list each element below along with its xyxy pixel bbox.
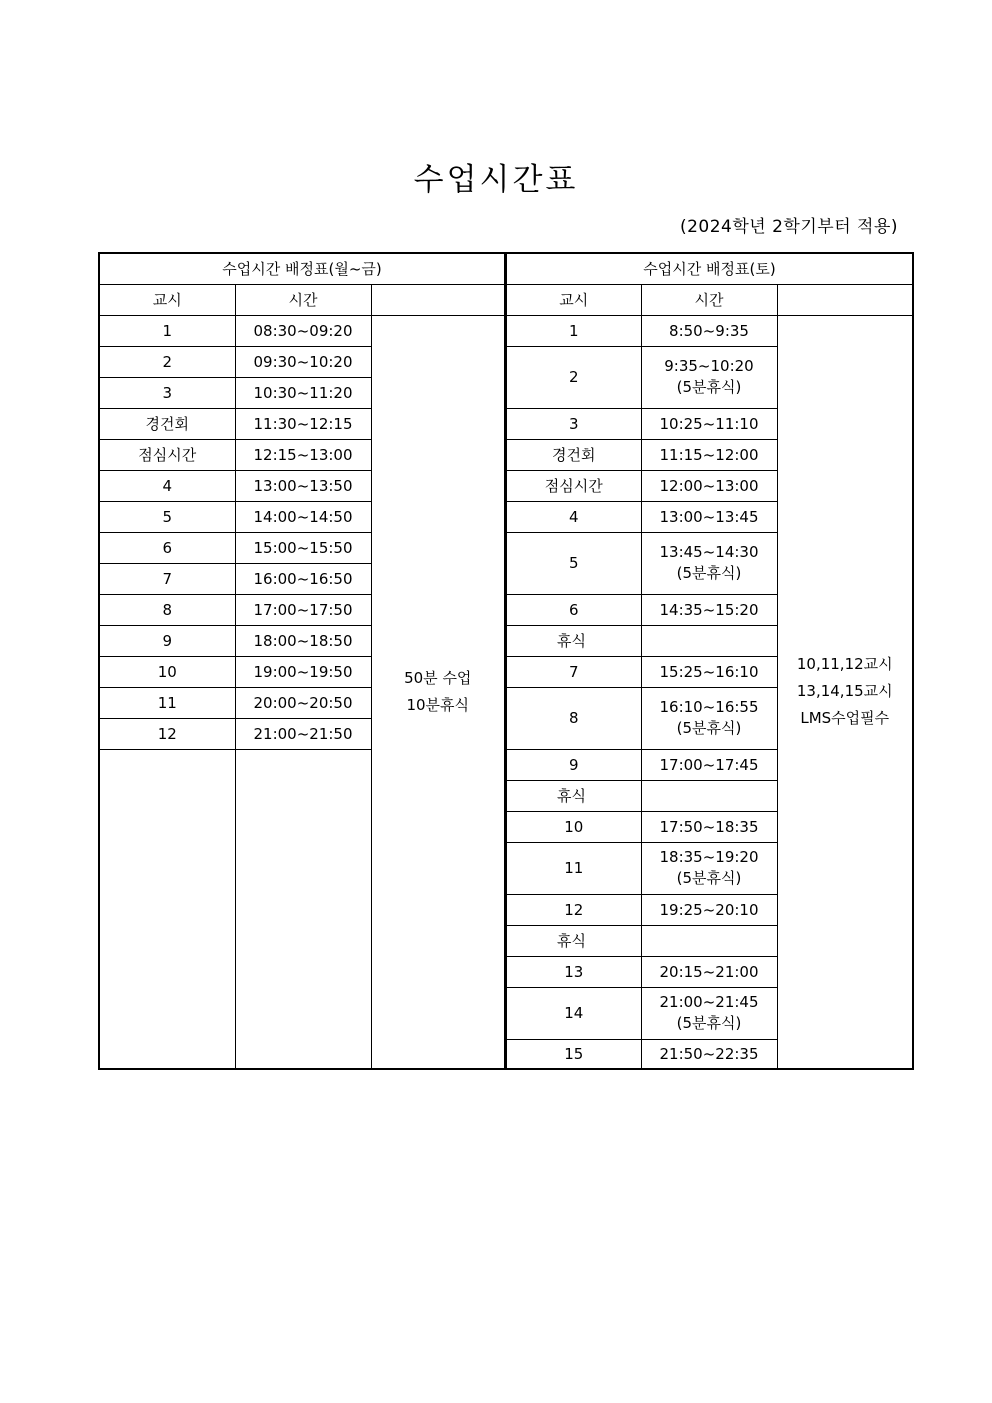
break-note: (5분휴식)	[676, 564, 742, 582]
empty-cell	[235, 749, 371, 1069]
break-note: (5분휴식)	[676, 719, 742, 737]
time-cell: 09:30~10:20	[235, 346, 371, 377]
time-value: 21:00~21:45	[659, 993, 759, 1011]
time-value: 18:35~19:20	[659, 848, 759, 866]
page-title: 수업시간표	[413, 162, 579, 198]
time-cell: 18:00~18:50	[235, 625, 371, 656]
time-value: 16:10~16:55	[659, 698, 759, 716]
saturday-schedule-table	[505, 252, 914, 1070]
weekday-note-cell	[371, 315, 505, 1069]
period-cell: 10	[99, 656, 235, 687]
time-cell: 19:00~19:50	[235, 656, 371, 687]
time-cell: 15:00~15:50	[235, 532, 371, 563]
period-cell: 11	[506, 842, 641, 894]
time-cell: 21:50~22:35	[641, 1039, 777, 1069]
time-cell: 8:50~9:35	[641, 315, 777, 346]
period-cell: 15	[506, 1039, 641, 1069]
weekday-table-heading: 수업시간 배정표(월~금)	[99, 253, 505, 284]
period-cell: 12	[99, 718, 235, 749]
break-period-cell: 휴식	[506, 625, 641, 656]
weekday-col-time: 시간	[235, 284, 371, 315]
time-cell: 20:00~20:50	[235, 687, 371, 718]
time-cell	[641, 687, 777, 749]
saturday-col-time: 시간	[641, 284, 777, 315]
weekday-col-period: 교시	[99, 284, 235, 315]
time-cell: 10:30~11:20	[235, 377, 371, 408]
time-cell: 13:00~13:50	[235, 470, 371, 501]
period-cell: 11	[99, 687, 235, 718]
weekday-schedule-table	[98, 252, 506, 1070]
time-cell: 12:15~13:00	[235, 439, 371, 470]
time-cell: 14:00~14:50	[235, 501, 371, 532]
time-value: 13:45~14:30	[659, 543, 759, 561]
period-cell: 2	[506, 346, 641, 408]
saturday-note-line: 10,11,12교시	[796, 655, 893, 674]
time-cell	[641, 987, 777, 1039]
period-cell: 7	[99, 563, 235, 594]
period-cell: 1	[506, 315, 641, 346]
table-row	[506, 315, 913, 346]
break-note: (5분휴식)	[676, 869, 742, 887]
period-cell: 8	[506, 687, 641, 749]
period-cell: 점심시간	[506, 470, 641, 501]
period-cell: 6	[506, 594, 641, 625]
period-cell: 13	[506, 956, 641, 987]
time-cell	[641, 625, 777, 656]
table-row	[99, 315, 505, 346]
period-cell: 10	[506, 811, 641, 842]
time-cell	[641, 925, 777, 956]
period-cell: 7	[506, 656, 641, 687]
break-note: (5분휴식)	[676, 1014, 742, 1032]
saturday-note-line: 13,14,15교시	[796, 682, 893, 701]
time-cell	[641, 346, 777, 408]
time-cell: 16:00~16:50	[235, 563, 371, 594]
period-cell: 9	[506, 749, 641, 780]
weekday-col-note	[371, 284, 505, 315]
time-cell: 11:30~12:15	[235, 408, 371, 439]
time-cell	[641, 780, 777, 811]
break-period-cell: 휴식	[506, 925, 641, 956]
period-cell: 4	[506, 501, 641, 532]
period-cell: 9	[99, 625, 235, 656]
break-note: (5분휴식)	[676, 378, 742, 396]
time-cell	[641, 842, 777, 894]
period-cell: 5	[99, 501, 235, 532]
empty-cell	[99, 749, 235, 1069]
saturday-col-note	[777, 284, 913, 315]
break-period-cell: 휴식	[506, 780, 641, 811]
time-cell: 19:25~20:10	[641, 894, 777, 925]
time-cell: 15:25~16:10	[641, 656, 777, 687]
time-cell: 17:50~18:35	[641, 811, 777, 842]
time-value: 9:35~10:20	[664, 357, 754, 375]
period-cell: 점심시간	[99, 439, 235, 470]
time-cell: 17:00~17:50	[235, 594, 371, 625]
saturday-note-cell	[777, 315, 913, 1069]
period-cell: 4	[99, 470, 235, 501]
time-cell: 12:00~13:00	[641, 470, 777, 501]
period-cell: 3	[99, 377, 235, 408]
time-cell: 08:30~09:20	[235, 315, 371, 346]
period-cell: 5	[506, 532, 641, 594]
time-cell: 10:25~11:10	[641, 408, 777, 439]
period-cell: 2	[99, 346, 235, 377]
period-cell: 3	[506, 408, 641, 439]
time-cell: 21:00~21:50	[235, 718, 371, 749]
time-cell	[641, 532, 777, 594]
weekday-note-line: 50분 수업	[404, 668, 472, 687]
period-cell: 1	[99, 315, 235, 346]
weekday-note-line: 10분휴식	[406, 695, 470, 714]
time-cell: 13:00~13:45	[641, 501, 777, 532]
time-cell: 17:00~17:45	[641, 749, 777, 780]
page-subtitle: (2024학년 2학기부터 적용)	[679, 217, 898, 237]
time-cell: 11:15~12:00	[641, 439, 777, 470]
period-cell: 14	[506, 987, 641, 1039]
saturday-col-period: 교시	[506, 284, 641, 315]
period-cell: 경건회	[99, 408, 235, 439]
time-cell: 14:35~15:20	[641, 594, 777, 625]
period-cell: 경건회	[506, 439, 641, 470]
period-cell: 8	[99, 594, 235, 625]
saturday-note-line: LMS수업필수	[800, 709, 890, 728]
period-cell: 12	[506, 894, 641, 925]
time-cell: 20:15~21:00	[641, 956, 777, 987]
saturday-table-heading: 수업시간 배정표(토)	[506, 253, 913, 284]
period-cell: 6	[99, 532, 235, 563]
